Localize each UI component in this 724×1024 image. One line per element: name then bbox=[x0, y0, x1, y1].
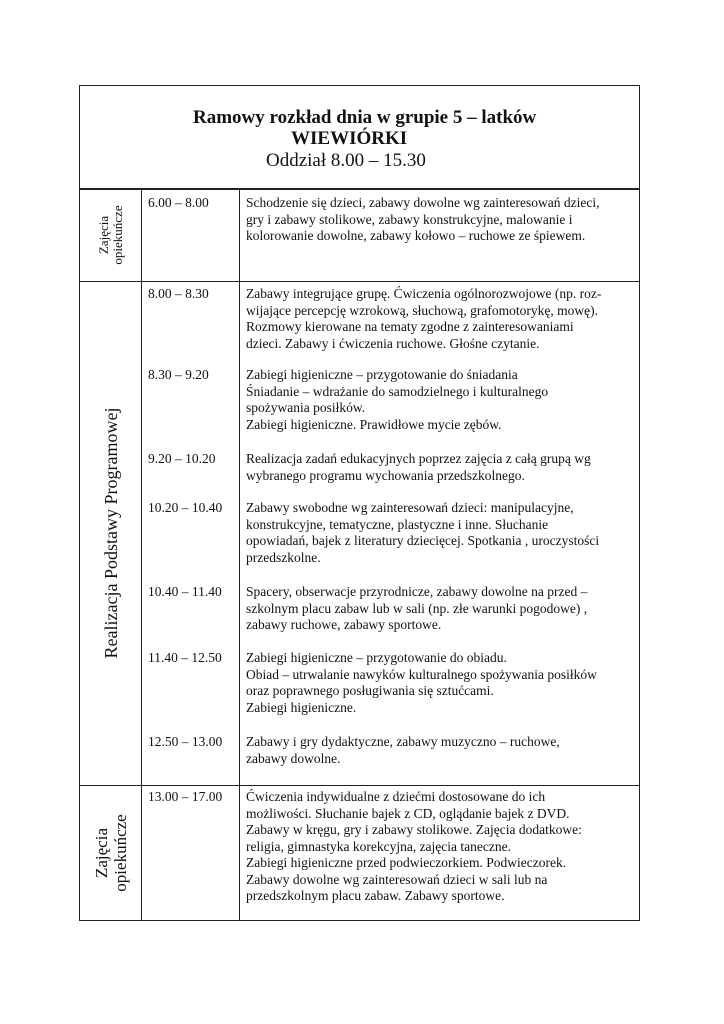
time-slot: 8.00 – 8.30 bbox=[148, 286, 209, 301]
activity-description: Schodzenie się dzieci, zabawy dowolne wg zainteresowań dzieci, gry i zabawy stolikowe, zabawy konstrukcyjne, malowanie i kolorowanie dowolne, zabawy kołowo – ruchowe ze śpiewem. bbox=[246, 195, 600, 243]
opening-hours: Oddział 8.00 – 15.30 bbox=[266, 150, 426, 171]
section-label: opiekuńcze bbox=[109, 204, 125, 265]
section-label: Zajęcia bbox=[91, 827, 111, 878]
section-care-morning bbox=[80, 188, 141, 281]
time-slot: 6.00 – 8.00 bbox=[148, 195, 209, 210]
table-rule bbox=[80, 920, 639, 921]
activity-description: Zabiegi higieniczne – przygotowanie do śniadania Śniadanie – wdrażanie do samodzielnego i kulturalnego spożywania posiłków. Zabiegi higieniczne. Prawidłowe mycie zębów. bbox=[246, 367, 549, 432]
section-curriculum bbox=[80, 281, 141, 785]
section-label: opiekuńcze bbox=[110, 813, 130, 892]
schedule-document bbox=[79, 85, 640, 921]
section-care-afternoon bbox=[80, 785, 141, 920]
activity-description: Zabiegi higieniczne – przygotowanie do obiadu. Obiad – utrwalanie nawyków kulturalnego spożywania posiłków oraz poprawnego posługiwania się sztućcami. Zabiegi higieniczne. bbox=[246, 650, 597, 715]
time-slot: 10.40 – 11.40 bbox=[148, 584, 222, 599]
time-slot: 13.00 – 17.00 bbox=[148, 789, 223, 804]
activity-description: Zabawy i gry dydaktyczne, zabawy muzyczno – ruchowe, zabawy dowolne. bbox=[246, 734, 560, 766]
section-label: Realizacja Podstawy Programowej bbox=[100, 407, 121, 659]
activity-description: Spacery, obserwacje przyrodnicze, zabawy dowolne na przed – szkolnym placu zabaw lub w sali (np. złe warunki pogodowe) , zabawy ruchowe, zabawy sportowe. bbox=[246, 584, 588, 632]
time-slot: 11.40 – 12.50 bbox=[148, 650, 222, 665]
title-box bbox=[79, 85, 640, 190]
schedule-table bbox=[79, 188, 640, 921]
table-rule bbox=[80, 785, 639, 786]
activity-description: Zabawy swobodne wg zainteresowań dzieci: manipulacyjne, konstrukcyjne, tematyczne, plastyczne i inne. Słuchanie opowiadań, bajek z literatury dziecięcej. Spotkania , uroczystości przedszkolne. bbox=[246, 500, 600, 565]
activity-description: Realizacja zadań edukacyjnych poprzez zajęcia z całą grupą wg wybranego programu wychowania przedszkolnego. bbox=[246, 451, 591, 483]
activity-description: Ćwiczenia indywidualne z dziećmi dostosowane do ich możliwości. Słuchanie bajek z CD, oglądanie bajek z DVD. Zabawy w kręgu, gry i zabawy stolikowe. Zajęcia dodatkowe: religia, gimnastyka korekcyjna, zajęcia taneczne. Zabiegi higieniczne przed podwieczorkiem. Podwieczorek. Zabawy dowolne wg zainteresowań dzieci w sali lub na przedszkolnym placu zabaw. Zabawy sportowe. bbox=[246, 789, 582, 903]
table-rule bbox=[80, 188, 639, 189]
document-title: Ramowy rozkład dnia w grupie 5 – latków bbox=[193, 107, 537, 128]
column-divider bbox=[239, 188, 240, 921]
time-slot: 8.30 – 9.20 bbox=[148, 367, 209, 382]
column-divider bbox=[141, 188, 142, 921]
time-slot: 10.20 – 10.40 bbox=[148, 500, 223, 515]
group-name: WIEWIÓRKI bbox=[291, 128, 408, 149]
time-slot: 12.50 – 13.00 bbox=[148, 734, 223, 749]
time-slot: 9.20 – 10.20 bbox=[148, 451, 216, 466]
section-label: Zajęcia bbox=[95, 215, 111, 254]
activity-description: Zabawy integrujące grupę. Ćwiczenia ogólnorozwojowe (np. roz- wijające percepcję wzrokową, słuchową, grafomotorykę, mowę). Rozmowy kierowane na tematy zgodne z zainteresowaniami dzieci. Zabawy i ćwiczenia ruchowe. Głośne czytanie. bbox=[246, 286, 602, 351]
table-rule bbox=[80, 281, 639, 282]
